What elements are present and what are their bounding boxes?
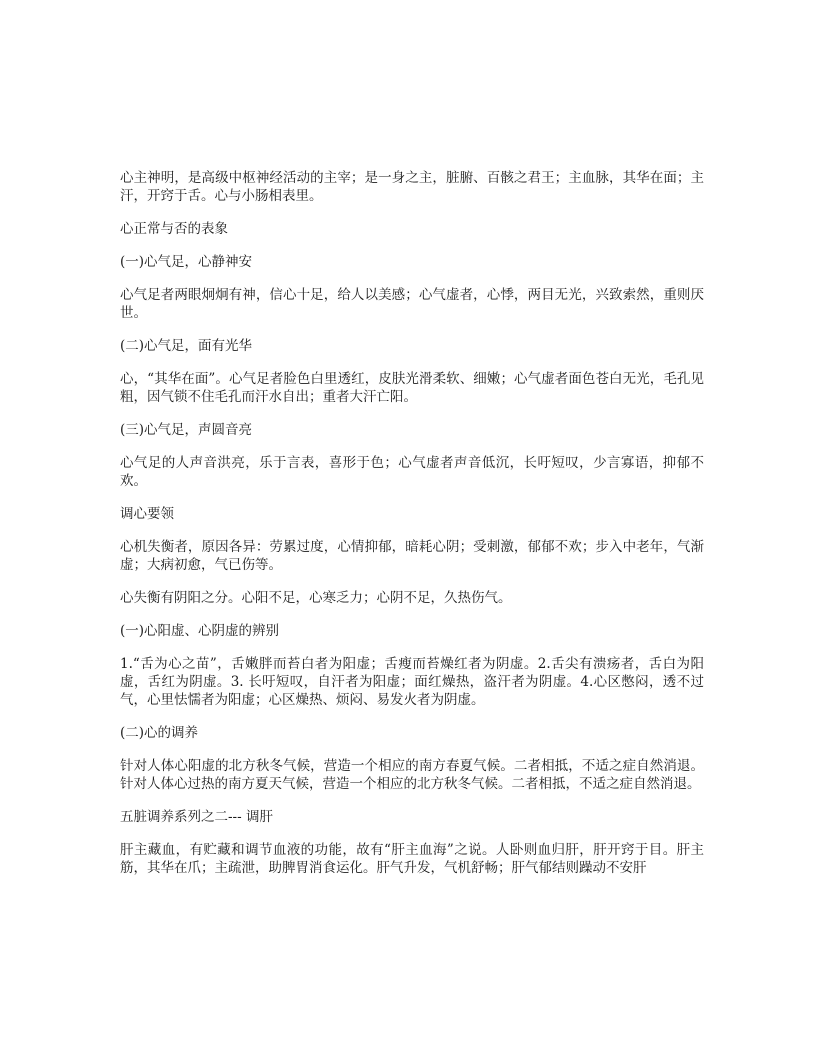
subsection-heading: (一)心阳虚、心阴虚的辨别 xyxy=(120,623,280,639)
subsection-heading: (二)心气足，面有光华 xyxy=(120,338,253,354)
subsection-heading: (三)心气足，声圆音亮 xyxy=(120,422,253,438)
paragraph: 心机失衡者，原因各异：劳累过度，心情抑郁，暗耗心阴；受刺激，郁郁不欢；步入中老年，气渐虚；大病初愈，气已伤等。 xyxy=(120,539,704,573)
subsection-heading: (二)心的调养 xyxy=(120,725,199,741)
paragraph: 1.“舌为心之苗”，舌嫩胖而苔白者为阳虚；舌瘦而苔燥红者为阴虚。2.舌尖有溃疡者，舌白为阳虚，舌红为阴虚。3. 长吁短叹，自汗者为阳虚；面红燥热，盗汗者为阴虚。4.心区憋闷，透不过气，心里怯懦者为阳虚；心区燥热、烦闷、易发火者为阴虚。 xyxy=(120,656,704,708)
section-heading: 心正常与否的表象 xyxy=(120,221,228,237)
paragraph: 心，“其华在面”。心气足者脸色白里透红，皮肤光滑柔软、细嫩；心气虚者面色苍白无光，毛孔见粗，因气锁不住毛孔而汗水自出；重者大汗亡阳。 xyxy=(120,371,704,405)
paragraph: 心失衡有阴阳之分。心阳不足，心寒乏力；心阴不足，久热伤气。 xyxy=(120,590,512,606)
paragraph: 针对人体心阳虚的北方秋冬气候，营造一个相应的南方春夏气候。二者相抵，不适之症自然消退。针对人体心过热的南方夏天气候，营造一个相应的北方秋冬气候。二者相抵，不适之症自然消退。 xyxy=(120,758,704,792)
section-heading: 五脏调养系列之二--- 调肝 xyxy=(120,809,273,825)
paragraph: 肝主藏血，有贮藏和调节血液的功能，故有“肝主血海”之说。人卧则血归肝，肝开窍于目。肝主筋，其华在爪；主疏泄，助脾胃消食运化。肝气升发，气机舒畅；肝气郁结则躁动不安肝 xyxy=(120,842,704,876)
paragraph-intro: 心主神明，是高级中枢神经活动的主宰；是一身之主，脏腑、百骸之君王；主血脉，其华在面；主汗，开窍于舌。心与小肠相表里。 xyxy=(120,170,704,204)
paragraph: 心气足的人声音洪亮，乐于言表，喜形于色；心气虚者声音低沉，长吁短叹，少言寡语，抑郁不欢。 xyxy=(120,455,704,489)
document-page xyxy=(120,169,704,892)
paragraph: 心气足者两眼炯炯有神，信心十足，给人以美感；心气虚者，心悸，两目无光，兴致索然，重则厌世。 xyxy=(120,287,704,321)
section-heading: 调心要领 xyxy=(120,506,174,522)
subsection-heading: (一)心气足，心静神安 xyxy=(120,254,253,270)
